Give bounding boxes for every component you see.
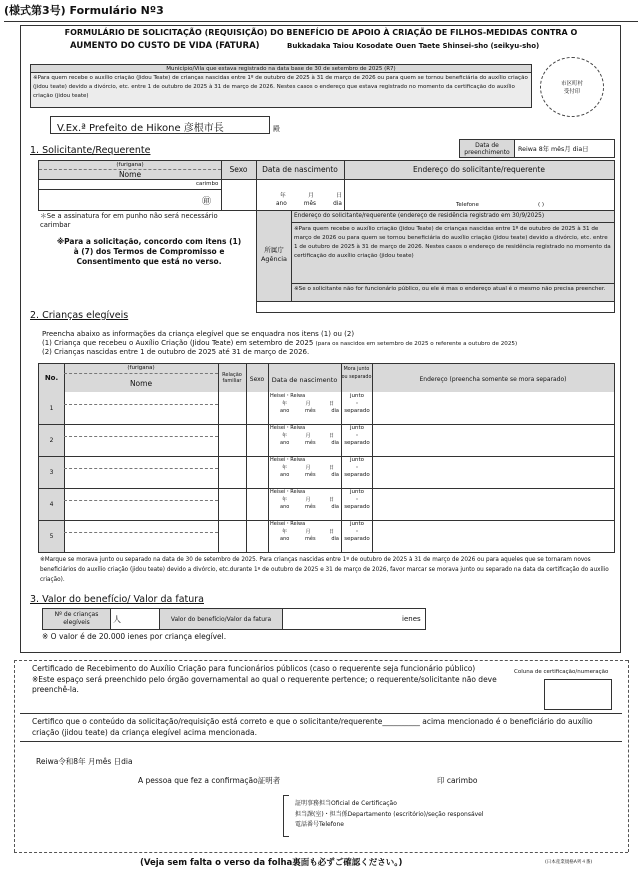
addressee-text: V.Ex.ª Prefeito de Hikone 彦根市長 [57,123,224,134]
consent-note: ※Para a solicitação, concordo com itens (1) à (7) dos Termos de Compromisso e Consentimento que está no verso. [56,237,242,266]
reception-stamp [540,57,604,117]
cert-date: Reiwa令和8年 月mês 日dia [36,757,133,766]
child-name-input[interactable] [66,501,216,519]
signature-note: ＊Se a assinatura for em punho não será necessário carimbar [40,212,218,229]
municipality-note: ※Para quem recebe o auxílio criação (Jidou Teate) de crianças nascidas entre 1º de outubro de 2025 à 31 de março de 2026 ou para quem se tornou beneficiária do auxílio criação (jidou teate) devido a divórcio, etc. entre 1 de outubro de 2025 à 31 de março de 2026. Nestes casos o endereço que estava registrado no momento da certificação do auxílio criação (jidou teate) [33,75,528,99]
agency-note2: ※Se o solicitante não for funcionário público, ou ele é mas o endereço atual é o mesmo não precisa preencher. [294,286,606,292]
col-sex: Sexo [249,376,265,383]
child-furigana-input[interactable] [66,425,216,435]
carimbo-label: carimbo [196,181,219,187]
child-row-no: 5 [49,532,54,540]
child-row-no: 2 [49,436,54,444]
value-label: Valor do benefício/Valor da fatura [160,609,282,629]
telefone-label: Telefone [456,202,479,208]
section2-item1 [42,339,517,347]
agency-note1: ※Para quem recebe o auxílio criação (Jidou Teate) de crianças nascidas entre 1º de outubro de 2025 à 31 de março de 2026 ou para quem se tornou beneficiária do auxílio criação (jidou teate) devido a divórcio, etc. entre 1 de outubro de 2025 à 31 de março de 2026. Nestes casos o endereço de residência registrado no momento da certificação do auxílio criação (jidou teate) [294,226,611,259]
applicant-name-label: Nome [118,170,142,179]
child-row-no: 1 [49,404,54,412]
value-note: ※ O valor é de 20.000 ienes por criança elegível. [42,632,227,641]
cert-official: 証明事務担当Oficial de Certificação [295,800,397,807]
section2-intro: Preencha abaixo as informações da criança elegível que se enquadra nos itens (1) ou (2) [42,330,355,338]
footer-verso: (Veja sem falta o verso da folha裏面も必ずご確認ください。) [140,858,403,868]
agency-label: 所属庁 Agência [260,246,288,263]
applicant-sex-input[interactable] [222,180,255,210]
col-address: Endereço (preencha somente se mora separado) [419,376,567,383]
telefone-parens: ( ) [538,202,545,208]
child-sex-input[interactable] [247,393,267,423]
col-birth: Data de nascimento [271,376,338,384]
child-relation-input[interactable] [219,425,245,455]
cert-phone: 電話番号Telefone [295,821,344,828]
col-name: Nome [129,379,153,388]
child-name-input[interactable] [66,469,216,487]
child-relation-input[interactable] [219,393,245,423]
child-sex-input[interactable] [247,425,267,455]
child-row-no: 3 [49,468,54,476]
child-together-select[interactable]: junto ・ separado [344,521,370,542]
section2-item1b: (para os nascidos em setembro de 2025 o referente a outubro de 2025) [315,341,518,347]
child-row-no: 4 [49,500,54,508]
child-address-input[interactable] [374,489,612,519]
section1-title: 1. Solicitante/Requerente [30,145,151,156]
child-address-input[interactable] [374,521,612,551]
cert-confirmer: A pessoa que fez a confirmação証明者 [138,776,281,785]
municipality-head: Município/Vila que estava registrado na data base de 30 de setembro de 2025 (R7) [31,65,531,73]
fill-date-value: Reiwa 8年 mês月 dia日 [518,146,589,153]
fill-date-field[interactable] [514,139,615,158]
section2-item1a: (1) Criança que recebeu o Auxílio Criação (Jidou Teate) em setembro de 2025 [42,339,314,347]
applicant-furigana-label: (furigana) [116,162,144,168]
section2-item2: (2) Crianças nascidas entre 1 de outubro de 2025 até 31 de março de 2026. [42,348,310,356]
child-name-input[interactable] [66,405,216,423]
applicant-name-input[interactable] [40,190,220,210]
col-furigana: (furigana) [127,365,155,371]
agency-addr-head: Endereço do solicitante/requerente (endereço de residência registrado em 30/9/2025) [294,213,545,219]
cert-text: Certifico que o conteúdo da solicitação/requisição está correto e que o solicitante/requerente__________ acima mencionado é o beneficiário do auxílio criação (jidou teate) da criança elegível acima mencionada. [32,717,593,737]
col-relation: Relação familiar [222,372,242,384]
child-birth-input[interactable]: Heisei・Reiwa 年 月 日 ano mês dia [270,393,339,414]
cert-number-input[interactable] [544,679,612,710]
ienes-label: ienes [402,615,421,623]
header-divider [4,21,638,22]
applicant-sex-label: Sexo [229,165,248,174]
section2-footnote: ※Marque se morava junto ou separado na data de 30 de setembro de 2025. Para crianças nascidas entre 1º de outubro de 2025 à 31 de março de 2026 ou para aqueles que se tornaram novos beneficiários do auxílio criação (jidou teate) devido a divórcio, etc.durante 1º de outubro de 2025 e 31 de março de 2026, favor marcar se morava junto ou separado na data da certificação do auxílio criação). [40,557,609,583]
child-address-input[interactable] [374,393,612,423]
child-birth-input[interactable]: Heisei・Reiwa 年 月 日 ano mês dia [270,425,339,446]
fill-date-label [459,139,515,158]
child-address-input[interactable] [374,457,612,487]
child-furigana-input[interactable] [66,393,216,403]
child-furigana-input[interactable] [66,457,216,467]
child-name-input[interactable] [66,533,216,551]
fill-date-label1: Data de [475,141,499,149]
child-together-select[interactable]: junto ・ separado [344,425,370,446]
cert-dept: 担当課(室)・担当係Departamento (escritório)/seção responsável [295,810,484,818]
child-birth-input[interactable]: Heisei・Reiwa 年 月 日 ano mês dia [270,489,339,510]
child-relation-input[interactable] [219,521,245,551]
cert-title: Certificado de Recebimento do Auxílio Criação para funcionários públicos (caso o requerente seja funcionário público) [32,664,476,673]
col-no: No. [44,374,59,382]
fill-date-label2: preenchimento [464,148,510,156]
footer-code: (日本産業規格A列４番) [545,860,593,865]
child-sex-input[interactable] [247,457,267,487]
child-together-select[interactable]: junto ・ separado [344,489,370,510]
cert-seal: 印 carimbo [437,776,478,785]
applicant-birth-label: Data de nascimento [262,165,338,174]
section2-title: 2. Crianças elegíveis [30,310,129,321]
applicant-address-input[interactable] [346,180,613,210]
child-birth-input[interactable]: Heisei・Reiwa 年 月 日 ano mês dia [270,457,339,478]
addressee-seal: 殿 [273,125,280,133]
child-relation-input[interactable] [219,489,245,519]
child-address-input[interactable] [374,425,612,455]
stamp-line1: 市区町村 [560,81,583,87]
title-line2a: AUMENTO DO CUSTO DE VIDA (FATURA) [70,41,260,51]
cert-contacts [295,799,484,831]
child-sex-input[interactable] [247,489,267,519]
cert-number-label: Coluna de certificação/numeração [514,669,609,675]
applicant-address-label: Endereço do solicitante/requerente [413,165,545,174]
applicant-birth-input[interactable]: 年 月 日 ano mês dia [276,193,342,207]
addressee-box [50,116,270,134]
n-children-label: Nº de crianças elegíveis [43,609,110,629]
child-birth-input[interactable]: Heisei・Reiwa 年 月 日 ano mês dia [270,521,339,542]
cert-note: ※Este espaço será preenchido pelo órgão governamental ao qual o requerente pertence; o requerente/solicitante não deve preenchê-la. [32,675,497,694]
title-line1: FORMULÁRIO DE SOLICITAÇÃO (REQUISIÇÃO) DO BENEFÍCIO DE APOIO À CRIAÇÃO DE FILHOS-MEDIDAS CONTRA O [64,28,578,37]
child-relation-input[interactable] [219,457,245,487]
child-together-select[interactable]: junto ・ separado [344,457,370,478]
seal-mark: ㊞ [202,197,212,207]
applicant-furigana-input[interactable] [40,180,220,189]
child-name-input[interactable] [66,437,216,455]
agency-address-input[interactable] [258,302,613,312]
form-id: (様式第3号) Formulário Nº3 [4,4,164,17]
child-furigana-input[interactable] [66,521,216,531]
title-line2b: Bukkadaka Taiou Kosodate Ouen Taete Shinsei-sho (seikyu-sho) [287,42,540,50]
municipality-box [30,64,532,108]
person-unit: 人 [113,615,121,624]
col-together: Mora junto ou separado [341,367,372,380]
child-furigana-input[interactable] [66,489,216,499]
section3-title: 3. Valor do benefício/ Valor da fatura [30,594,204,605]
stamp-line2: 受付印 [563,89,581,95]
child-together-select[interactable]: junto ・ separado [344,393,370,414]
child-sex-input[interactable] [247,521,267,551]
